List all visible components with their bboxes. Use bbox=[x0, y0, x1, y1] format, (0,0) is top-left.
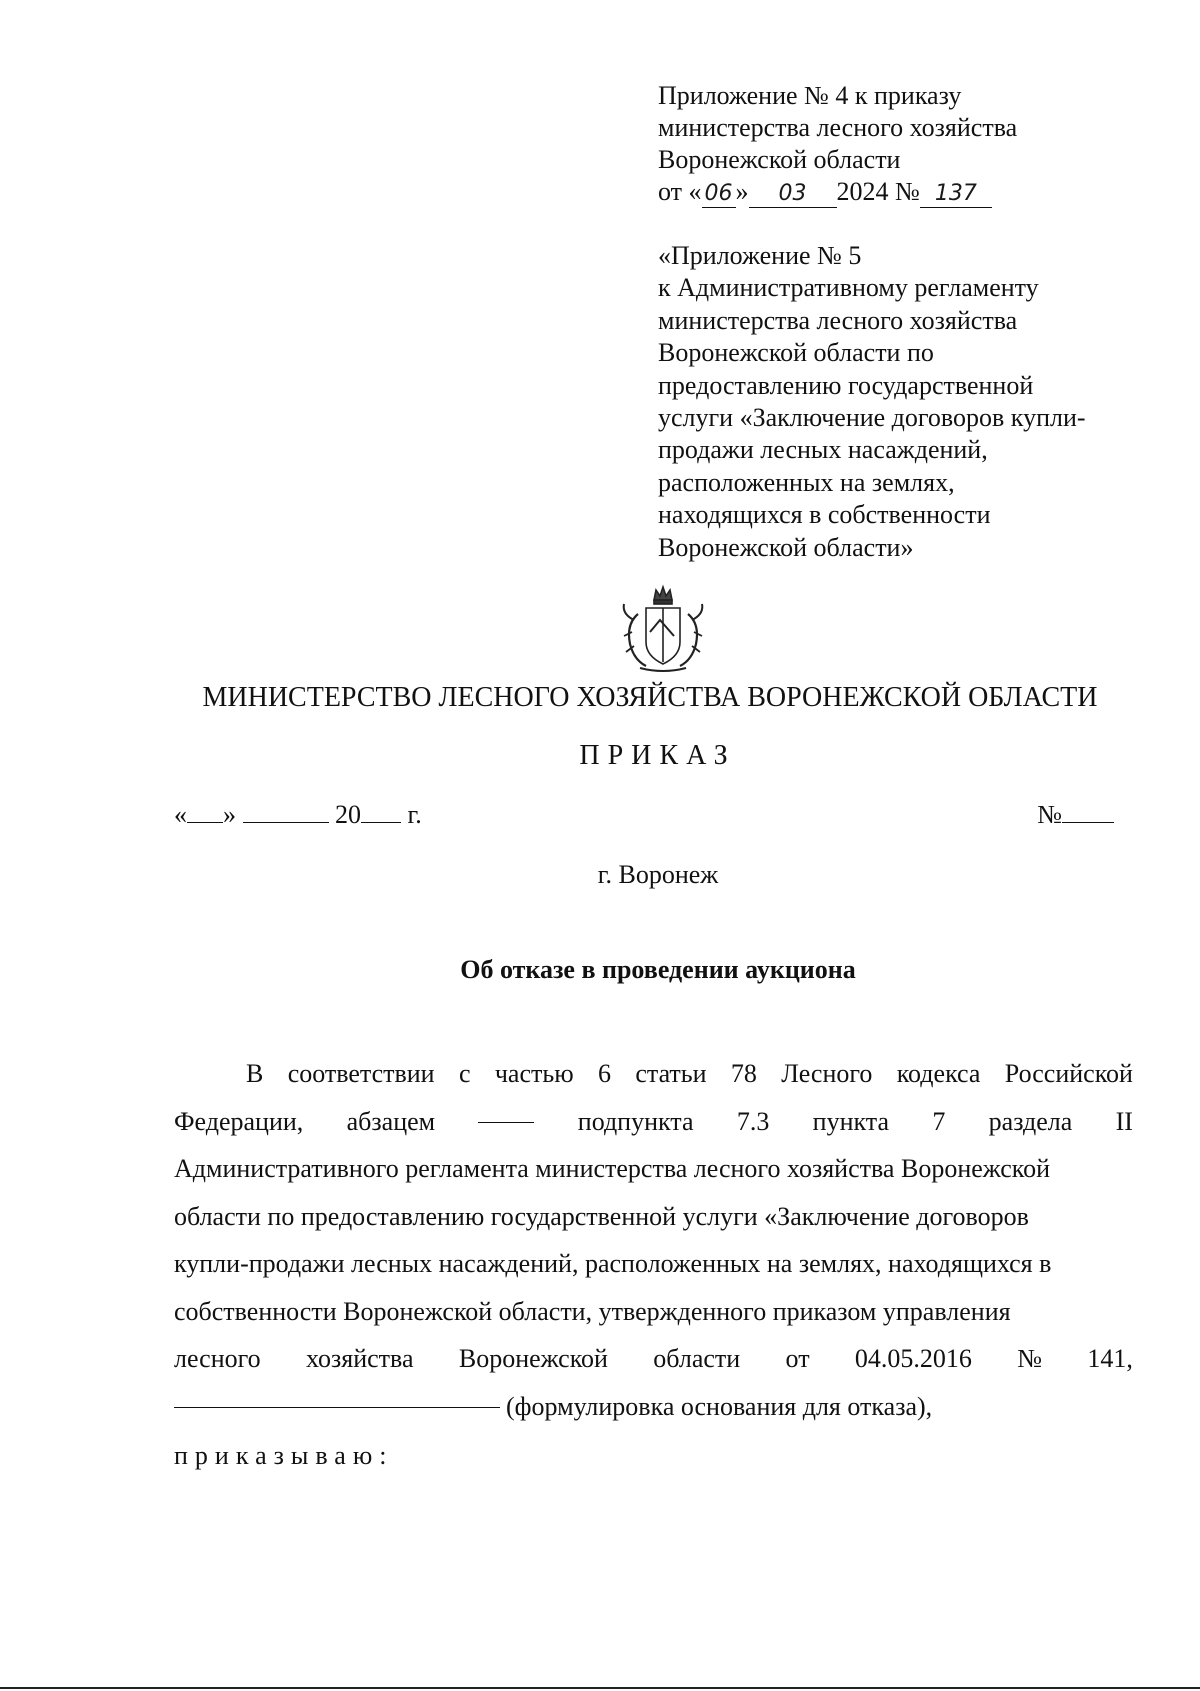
date-century: 20 bbox=[335, 800, 361, 829]
regulation-line: Воронежской области» bbox=[658, 532, 914, 562]
body-line-6 bbox=[174, 1288, 1133, 1336]
appendix-date-year: 2024 № bbox=[836, 177, 920, 206]
body-word: с bbox=[458, 1059, 471, 1088]
date-year-blank bbox=[361, 800, 401, 823]
body-word: 7.3 bbox=[736, 1106, 770, 1136]
regulation-line: к Административному регламенту bbox=[658, 273, 1039, 303]
appendix-date-prefix: от « bbox=[658, 177, 702, 206]
refusal-reason-blank bbox=[174, 1383, 500, 1408]
order-number-field bbox=[1037, 800, 1114, 830]
body-word: Российской bbox=[1004, 1059, 1133, 1088]
body-line-5 bbox=[174, 1240, 1133, 1288]
order-date-field bbox=[174, 800, 422, 830]
body-text-line: купли-продажи лесных насаждений, расположенных на землях, находящихся в bbox=[174, 1249, 1052, 1278]
date-year-suffix: г. bbox=[407, 800, 422, 829]
date-month-blank bbox=[243, 800, 329, 823]
regulation-reference bbox=[658, 240, 1158, 564]
appendix-line-2: министерства лесного хозяйства bbox=[658, 113, 1018, 142]
body-word: 6 bbox=[598, 1059, 611, 1088]
body-word: раздела bbox=[988, 1106, 1073, 1136]
order-number-blank bbox=[1062, 800, 1114, 823]
body-word: 04.05.2016 bbox=[854, 1344, 972, 1373]
body-word: 78 bbox=[730, 1059, 757, 1088]
body-word: от bbox=[785, 1344, 810, 1373]
city-name: г. Воронеж bbox=[597, 860, 719, 889]
body-word: № bbox=[1017, 1344, 1043, 1373]
body-word: кодекса bbox=[896, 1059, 981, 1088]
body-text-line: собственности Воронежской области, утвержденного приказом управления bbox=[174, 1296, 1011, 1326]
refusal-reason-label: (формулировка основания для отказа), bbox=[506, 1391, 933, 1421]
body-word: статьи bbox=[635, 1059, 707, 1088]
body-line-2 bbox=[174, 1098, 1133, 1146]
body-word: частью bbox=[494, 1059, 574, 1088]
regulation-line: министерства лесного хозяйства bbox=[658, 305, 1018, 335]
appendix-line-1: Приложение № 4 к приказу bbox=[658, 81, 962, 110]
body-word: 7 bbox=[932, 1106, 946, 1136]
body-word: Федерации, bbox=[174, 1106, 304, 1136]
appendix-date-line bbox=[658, 176, 1158, 208]
body-line-1 bbox=[174, 1050, 1133, 1098]
body-line-3 bbox=[174, 1145, 1133, 1193]
body-word: лесного bbox=[174, 1344, 261, 1373]
appendix-date-month: 03 bbox=[749, 181, 837, 208]
date-day-blank bbox=[187, 800, 223, 823]
body-text-line: области по предоставлению государственной услуги «Заключение договоров bbox=[174, 1201, 1029, 1231]
page-bottom-rule bbox=[0, 1687, 1200, 1689]
body-word: Лесного bbox=[781, 1059, 873, 1088]
order-subject: Об отказе в проведении аукциона bbox=[460, 955, 856, 984]
body-word: абзацем bbox=[346, 1106, 436, 1136]
regulation-line: «Приложение № 5 bbox=[658, 241, 862, 270]
order-title: ПРИКАЗ bbox=[579, 740, 736, 771]
body-word: области bbox=[653, 1344, 741, 1373]
decree-word: приказываю: bbox=[174, 1441, 394, 1470]
body-word: В bbox=[246, 1059, 264, 1088]
appendix-line-3: Воронежской области bbox=[658, 145, 901, 174]
regulation-line: Воронежской области по bbox=[658, 338, 934, 368]
regulation-line: расположенных на землях, bbox=[658, 467, 955, 497]
body-word: Воронежской bbox=[458, 1344, 608, 1373]
body-text-line: Административного регламента министерства лесного хозяйства Воронежской bbox=[174, 1154, 1051, 1183]
body-word: II bbox=[1115, 1106, 1133, 1136]
body-line-4 bbox=[174, 1193, 1133, 1241]
appendix-order-number: 137 bbox=[920, 181, 992, 208]
body-word: 141, bbox=[1087, 1344, 1133, 1373]
number-sign: № bbox=[1037, 800, 1062, 829]
body-word: пункта bbox=[812, 1106, 890, 1136]
ministry-name: МИНИСТЕРСТВО ЛЕСНОГО ХОЗЯЙСТВА ВОРОНЕЖСКОЙ ОБЛАСТИ bbox=[202, 682, 1098, 713]
order-body bbox=[174, 1050, 1133, 1430]
coat-of-arms-icon bbox=[616, 584, 710, 674]
regulation-line: услуги «Заключение договоров купли- bbox=[658, 403, 1086, 433]
body-line-8 bbox=[174, 1383, 1133, 1431]
regulation-line: находящихся в собственности bbox=[658, 500, 991, 530]
body-word: хозяйства bbox=[305, 1344, 414, 1373]
body-word: соответствии bbox=[287, 1059, 435, 1088]
appendix-date-day: 06 bbox=[702, 181, 736, 208]
date-open-quote: « bbox=[174, 800, 187, 829]
appendix-date-mid: » bbox=[735, 177, 749, 206]
regulation-line: продажи лесных насаждений, bbox=[658, 435, 988, 465]
body-line-7 bbox=[174, 1335, 1133, 1383]
paragraph-number-blank bbox=[478, 1098, 534, 1123]
appendix-header bbox=[658, 80, 1158, 208]
date-close-quote: » bbox=[223, 800, 236, 829]
order-date-row bbox=[174, 800, 1114, 836]
regulation-line: предоставлению государственной bbox=[658, 370, 1034, 400]
body-word: подпункта bbox=[577, 1106, 694, 1136]
